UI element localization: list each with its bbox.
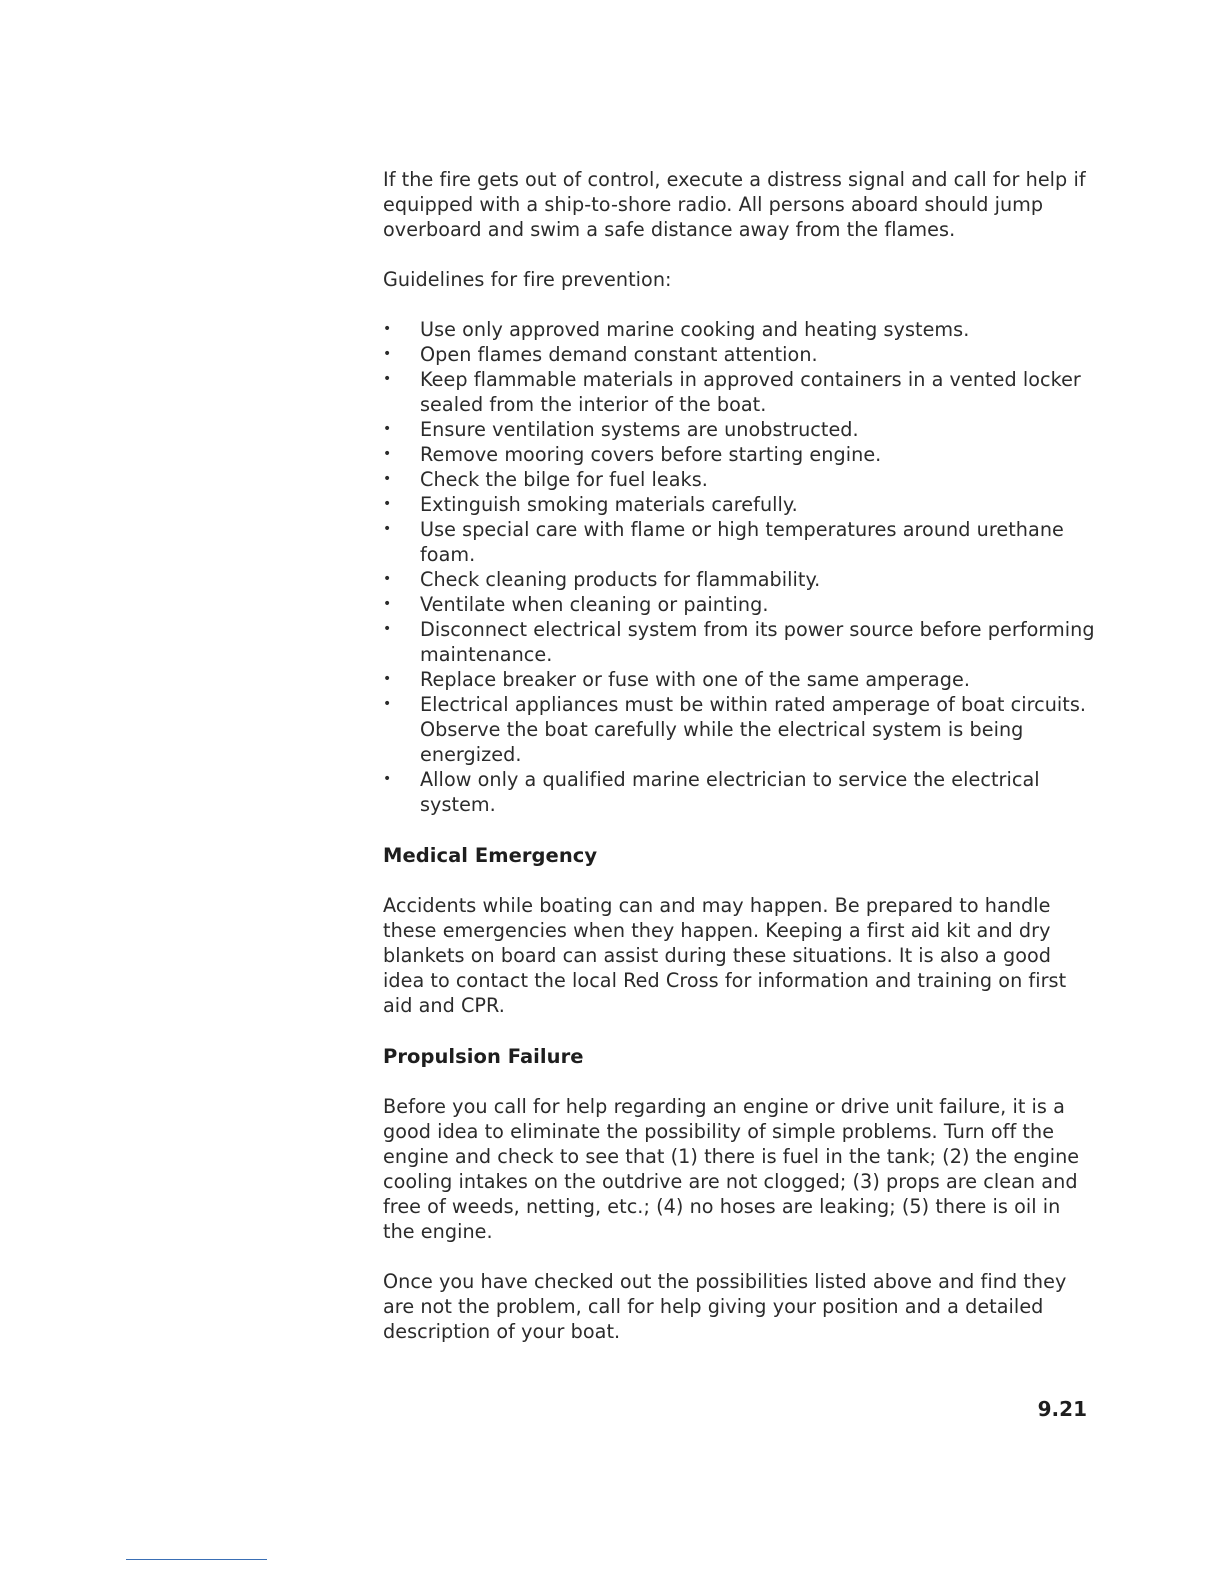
fire-out-of-control-paragraph: If the fire gets out of control, execute a distress signal and call for help if equipped with a ship-to-shore radio. All persons aboard should jump overboard and swim a safe distance away from the flames. (383, 168, 1086, 241)
list-item-text: Ensure ventilation systems are unobstructed. (420, 418, 859, 441)
list-item (383, 692, 1095, 767)
list-item (383, 417, 1095, 442)
list-item (383, 442, 1095, 467)
list-item-text: Open flames demand constant attention. (420, 343, 818, 366)
list-item (383, 467, 1095, 492)
bullet-icon: • (383, 696, 392, 712)
medical-emergency-heading: Medical Emergency (383, 844, 598, 867)
propulsion-failure-paragraph-1: Before you call for help regarding an engine or drive unit failure, it is a good idea to eliminate the possibility of simple problems. Turn off the engine and check to see that (1) there is fuel in the tank; (2) the engine cooling intakes on the outdrive are not clogged; (3) props are clean and free of weeds, netting, etc.; (4) no hoses are leaking; (5) there is oil in the engine. (383, 1095, 1080, 1243)
bullet-icon: • (383, 371, 392, 387)
bullet-icon: • (383, 471, 392, 487)
page-number: 9.21 (1037, 1397, 1087, 1421)
propulsion-failure-heading: Propulsion Failure (383, 1045, 584, 1068)
bullet-icon: • (383, 321, 392, 337)
list-item (383, 767, 1095, 817)
page-body (383, 167, 1095, 1344)
list-item (383, 592, 1095, 617)
list-item-text: Check cleaning products for flammability. (420, 568, 821, 591)
bullet-icon: • (383, 621, 392, 637)
list-item-text: Keep flammable materials in approved containers in a vented locker sealed from the interior of the boat. (420, 368, 1081, 416)
bullet-icon: • (383, 446, 392, 462)
list-item (383, 492, 1095, 517)
list-item-text: Allow only a qualified marine electrician to service the electrical system. (420, 768, 1040, 816)
bullet-icon: • (383, 421, 392, 437)
list-item (383, 367, 1095, 417)
list-item-text: Disconnect electrical system from its power source before performing maintenance. (420, 618, 1095, 666)
list-item (383, 567, 1095, 592)
list-item-text: Ventilate when cleaning or painting. (420, 593, 769, 616)
bullet-icon: • (383, 496, 392, 512)
list-item-text: Extinguish smoking materials carefully. (420, 493, 798, 516)
list-item-text: Check the bilge for fuel leaks. (420, 468, 708, 491)
list-item-text: Electrical appliances must be within rated amperage of boat circuits. Observe the boat carefully while the electrical system is being energized. (420, 693, 1087, 766)
guidelines-heading: Guidelines for fire prevention: (383, 268, 672, 291)
list-item (383, 617, 1095, 667)
list-item (383, 667, 1095, 692)
fire-prevention-list (383, 317, 1095, 817)
list-item (383, 342, 1095, 367)
bullet-icon: • (383, 596, 392, 612)
bullet-icon: • (383, 771, 392, 787)
list-item-text: Remove mooring covers before starting engine. (420, 443, 882, 466)
bullet-icon: • (383, 346, 392, 362)
footnote-rule (126, 1559, 267, 1560)
list-item-text: Use special care with flame or high temperatures around urethane foam. (420, 518, 1064, 566)
list-item (383, 517, 1095, 567)
list-item (383, 317, 1095, 342)
bullet-icon: • (383, 521, 392, 537)
medical-emergency-paragraph: Accidents while boating can and may happen. Be prepared to handle these emergencies when they happen. Keeping a first aid kit and dry blankets on board can assist during these situations. It is also a good idea to contact the local Red Cross for information and training on first aid and CPR. (383, 894, 1067, 1017)
list-item-text: Replace breaker or fuse with one of the same amperage. (420, 668, 970, 691)
bullet-icon: • (383, 571, 392, 587)
propulsion-failure-paragraph-2: Once you have checked out the possibilities listed above and find they are not the problem, call for help giving your position and a detailed description of your boat. (383, 1270, 1067, 1343)
bullet-icon: • (383, 671, 392, 687)
list-item-text: Use only approved marine cooking and heating systems. (420, 318, 970, 341)
